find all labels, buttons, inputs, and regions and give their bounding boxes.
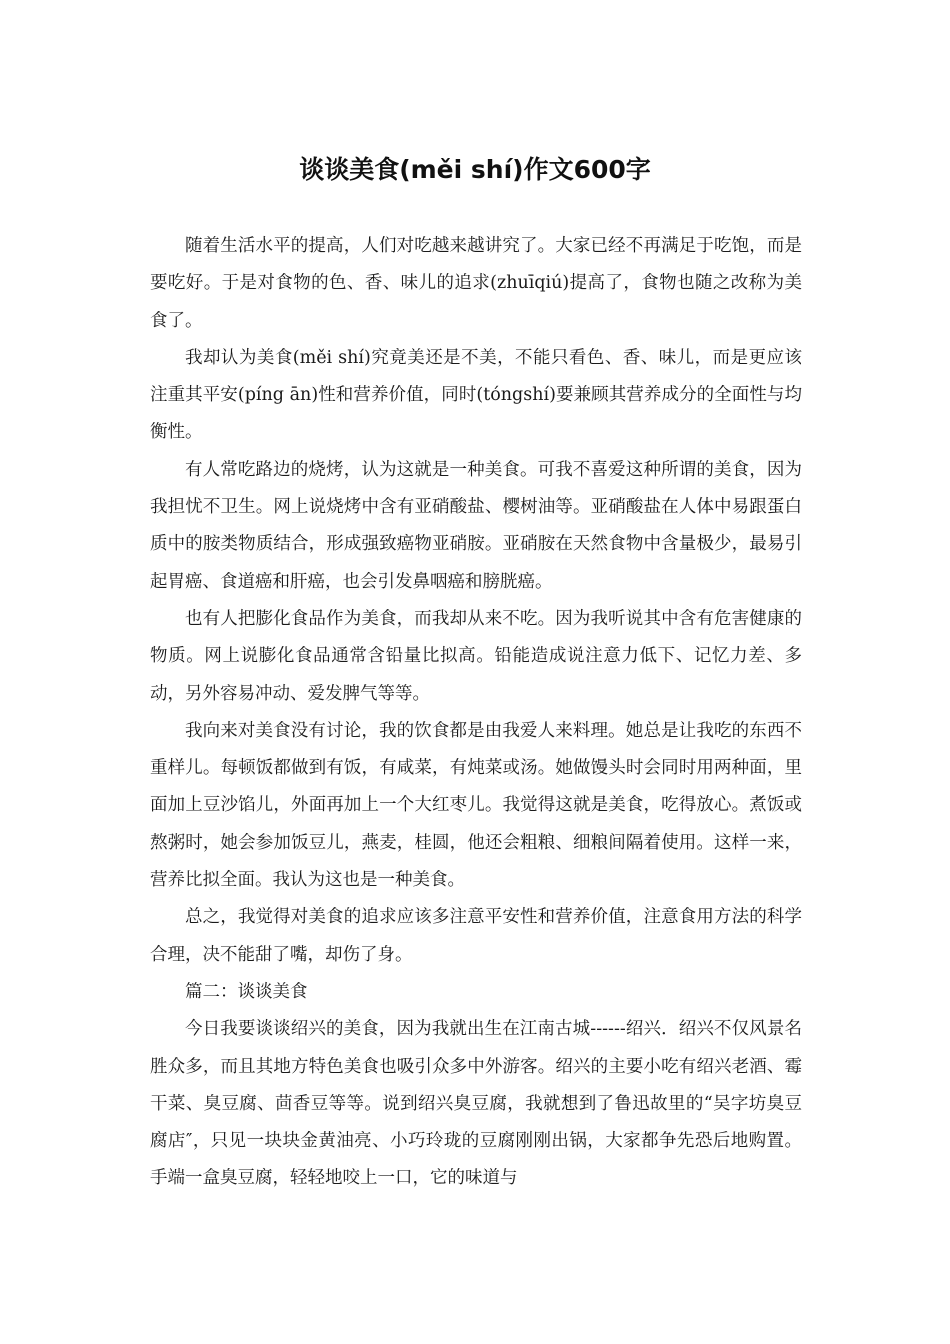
- paragraph: 有人常吃路边的烧烤，认为这就是一种美食。可我不喜爱这种所谓的美食，因为我担忧不卫生。网上说烧烤中含有亚硝酸盐、樱树油等。亚硝酸盐在人体中易跟蛋白质中的胺类物质结合，形成强致癌物亚硝胺。亚硝胺在天然食物中含量极少，最易引起胃癌、食道癌和肝癌，也会引发鼻咽癌和膀胱癌。: [150, 459, 802, 592]
- paragraph: 我却认为美食(měi shí)究竟美还是不美，不能只看色、香、味儿，而是更应该注重其平安(píng ān)性和营养价值，同时(tóngshí)要兼顾其营养成分的全面性与均衡性。: [150, 347, 802, 443]
- page-title: 谈谈美食(měi shí)作文600字: [299, 155, 651, 184]
- paragraph: 总之，我觉得对美食的追求应该多注意平安性和营养价值，注意食用方法的科学合理，决不能甜了嘴，却伤了身。: [150, 907, 802, 965]
- article-body: [150, 228, 802, 1198]
- paragraph: 今日我要谈谈绍兴的美食，因为我就出生在江南古城------绍兴．绍兴不仅风景名胜众多，而且其地方特色美食也吸引众多中外游客。绍兴的主要小吃有绍兴老酒、霉干菜、臭豆腐、茴香豆等等。说到绍兴臭豆腐，我就想到了鲁迅故里的“吴字坊臭豆腐店″，只见一块块金黄油亮、小巧玲珑的豆腐刚刚出锅，大家都争先恐后地购置。手端一盒臭豆腐，轻轻地咬上一口，它的味道与: [150, 1019, 802, 1189]
- section-heading: 篇二：谈谈美食: [185, 981, 308, 1002]
- paragraph: 我向来对美食没有讨论，我的饮食都是由我爱人来料理。她总是让我吃的东西不重样儿。每顿饭都做到有饭，有咸菜，有炖菜或汤。她做馒头时会同时用两种面，里面加上豆沙馅儿，外面再加上一个大红枣儿。我觉得这就是美食，吃得放心。煮饭或熬粥时，她会参加饭豆儿，燕麦，桂圆，他还会粗粮、细粮间隔着使用。这样一来，营养比拟全面。我认为这也是一种美食。: [150, 720, 802, 891]
- paragraph: 也有人把膨化食品作为美食，而我却从来不吃。因为我听说其中含有危害健康的物质。网上说膨化食品通常含铅量比拟高。铅能造成说注意力低下、记忆力差、多动，另外容易冲动、爱发脾气等等。: [150, 608, 802, 704]
- paragraph: 随着生活水平的提高，人们对吃越来越讲究了。大家已经不再满足于吃饱，而是要吃好。于是对食物的色、香、味儿的追求(zhuīqiú)提高了，食物也随之改称为美食了。: [150, 236, 802, 331]
